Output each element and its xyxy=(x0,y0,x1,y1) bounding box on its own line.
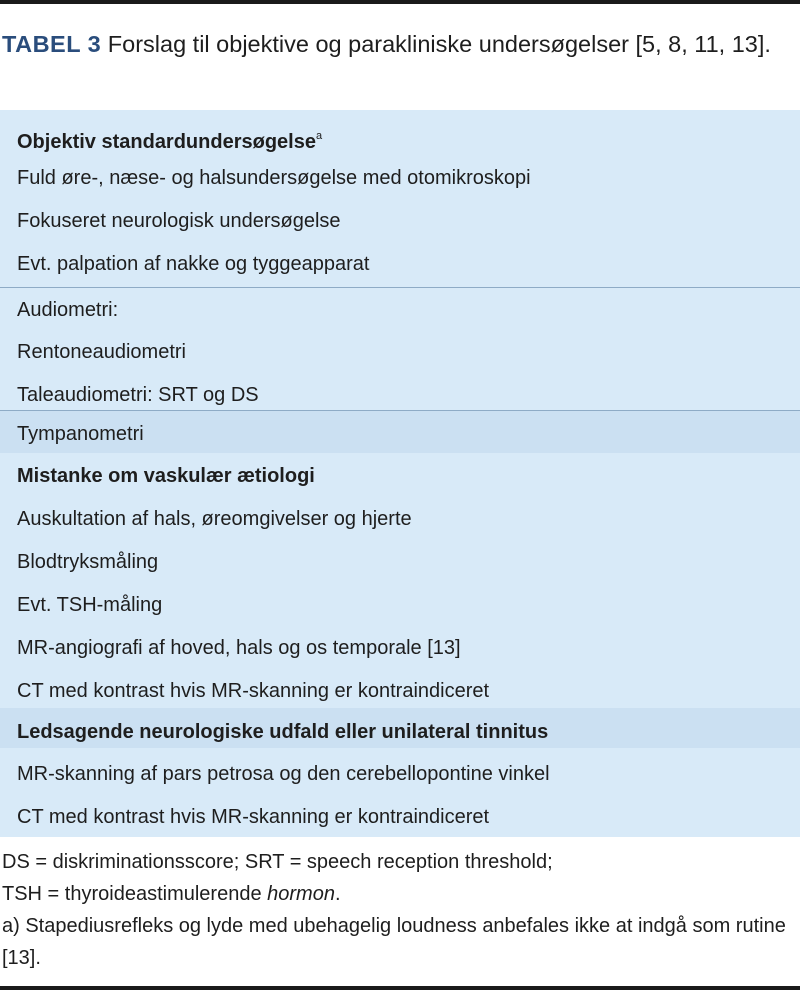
table-title: Forslag til objektive og parakliniske undersøgelser [5, 8, 11, 13]. xyxy=(101,31,771,57)
section-vascular xyxy=(0,452,800,708)
section-tympanometry xyxy=(0,410,800,453)
footnote-a: a) Stapediusrefleks og lyde med ubehagelig loudness anbefales ikke at indgå som rutine [13]. xyxy=(2,915,786,969)
section-objective xyxy=(0,110,800,306)
list-item: Fuld øre-, næse- og halsundersøgelse med otomikroskopi xyxy=(17,167,531,189)
abbreviations-line-2: TSH = thyroideastimulerende hormon. xyxy=(2,883,341,905)
table-caption xyxy=(2,27,792,61)
section-heading: Objektiv standardundersøgelse$^a$ xyxy=(17,130,323,153)
list-item: Evt. TSH-måling xyxy=(17,594,163,616)
list-item: CT med kontrast hvis MR-skanning er kontraindiceret xyxy=(17,680,490,702)
section-audiometry xyxy=(0,287,800,416)
table-footnotes xyxy=(2,846,792,974)
footnote-marker: a xyxy=(315,130,323,142)
list-item: Audiometri: xyxy=(17,299,119,321)
section-neuro-heading-band xyxy=(0,708,800,748)
abbreviations-line-1: DS = diskriminationsscore; SRT = speech reception threshold; xyxy=(2,851,553,873)
list-item: Taleaudiometri: SRT og DS xyxy=(17,384,259,406)
list-item: Fokuseret neurologisk undersøgelse xyxy=(17,210,341,232)
list-item: Blodtryksmåling xyxy=(17,551,159,573)
list-item: Auskultation af hals, øreomgivelser og hjerte xyxy=(17,508,412,530)
list-item: Evt. palpation af nakke og tyggeapparat xyxy=(17,253,370,275)
list-item: MR-skanning af pars petrosa og den cerebellopontine vinkel xyxy=(17,763,550,785)
top-rule xyxy=(0,0,800,4)
section-heading: Ledsagende neurologiske udfald eller unilateral tinnitus xyxy=(17,721,549,743)
list-item: Rentoneaudiometri xyxy=(17,341,186,363)
table-label: TABEL 3 xyxy=(2,31,102,57)
section-neuro xyxy=(0,748,800,837)
recommendations-table xyxy=(0,110,800,837)
list-item: CT med kontrast hvis MR-skanning er kontraindiceret xyxy=(17,806,490,828)
list-item: Tympanometri xyxy=(17,423,144,445)
list-item: MR-angiografi af hoved, hals og os temporale [13] xyxy=(17,637,461,659)
section-heading: Mistanke om vaskulær ætiologi xyxy=(17,465,315,487)
bottom-rule xyxy=(0,986,800,990)
